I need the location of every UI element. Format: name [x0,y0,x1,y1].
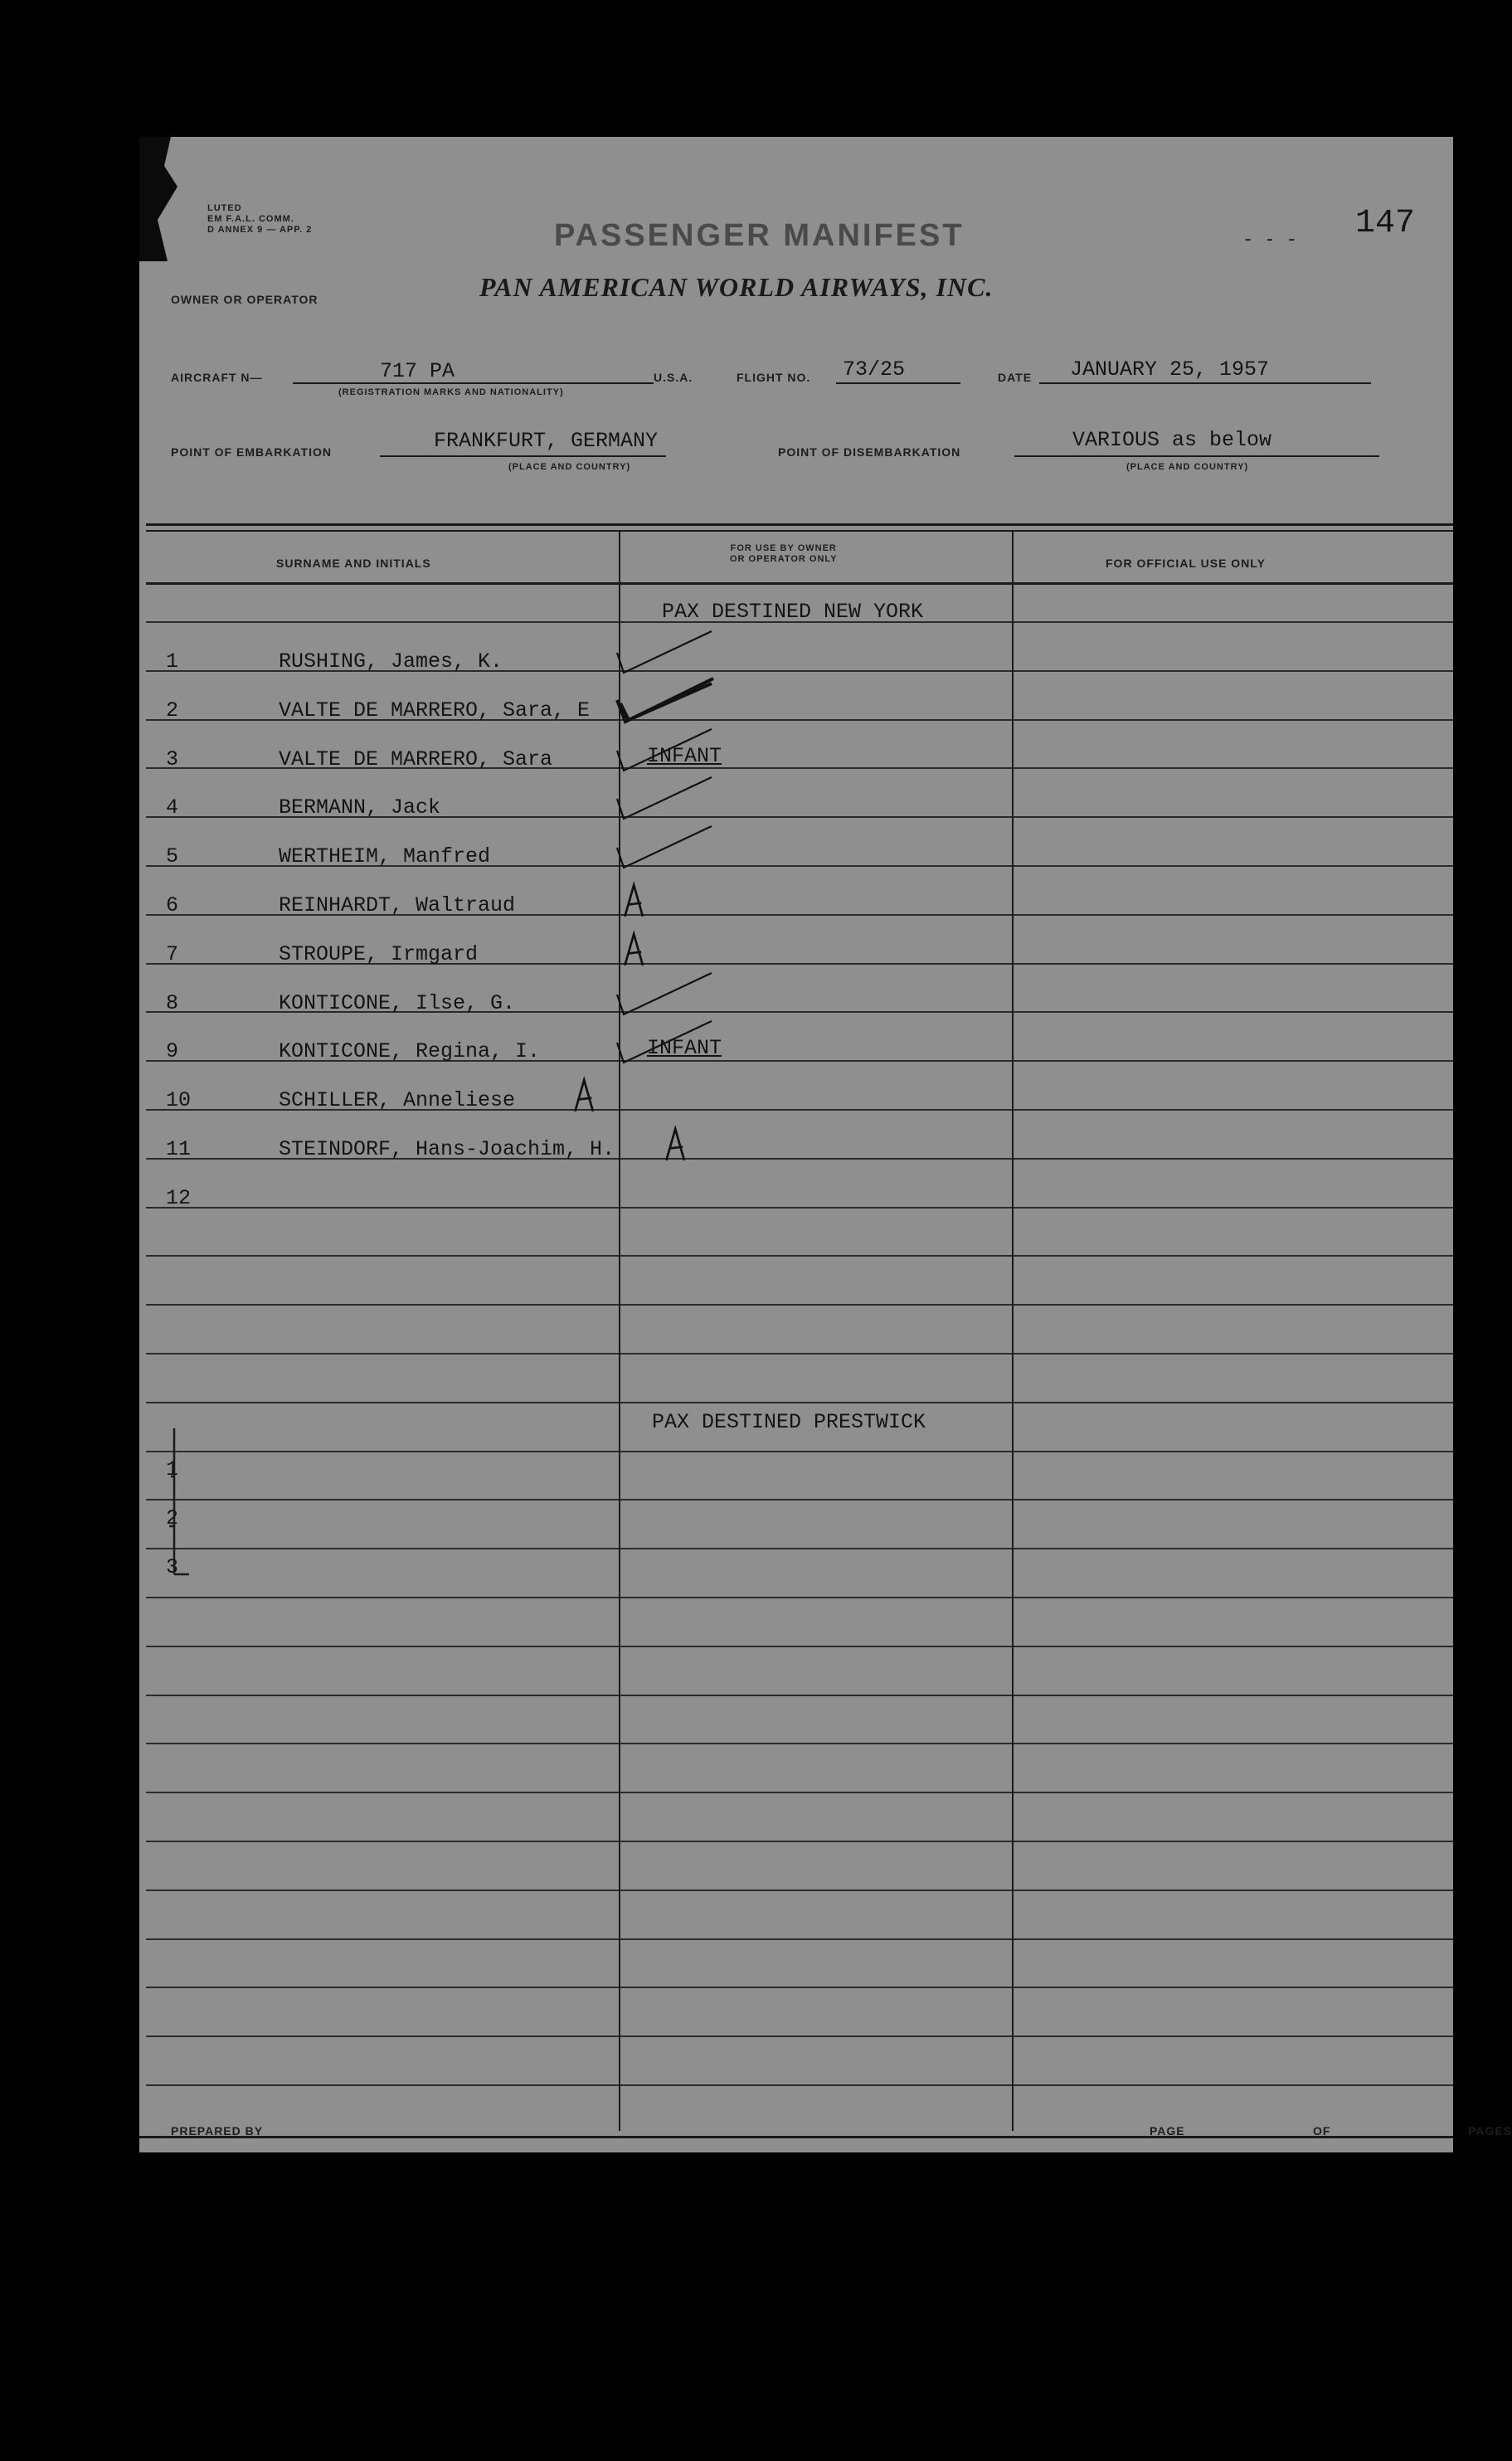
flight-label: FLIGHT NO. [737,371,811,384]
handwritten-a-mark [662,1126,692,1168]
column-header-owner [730,543,837,565]
prepared-by-label: PREPARED BY [171,2124,264,2138]
row-rule [146,1597,1453,1598]
dash-mark: - - - [1242,230,1298,250]
row-rule [146,1792,1453,1793]
aircraft-underline [293,382,654,384]
row-number: 2 [166,1506,179,1530]
handwritten-a-mark [620,931,650,973]
section-header-prestwick: PAX DESTINED PRESTWICK [652,1410,926,1434]
torn-edge [139,137,197,261]
row-number: 3 [166,747,179,771]
aircraft-note: (REGISTRATION MARKS AND NATIONALITY) [338,387,564,397]
row-number: 1 [166,1457,179,1481]
bracket-mark [156,1427,189,1576]
passenger-name: KONTICONE, Regina, I. [279,1039,541,1063]
date-label: DATE [998,371,1033,384]
row-rule [146,1695,1453,1696]
row-rule [146,1841,1453,1842]
aircraft-value: 717 PA [380,359,455,383]
aircraft-label: AIRCRAFT N— [171,371,263,384]
check-mark-icon [614,626,722,680]
page-number-stamp: 147 [1355,205,1416,242]
row-number: 1 [166,649,179,674]
row-rule [146,2084,1453,2086]
table-top-rule-2 [146,530,1453,532]
date-value: JANUARY 25, 1957 [1070,357,1270,382]
disembark-note: (PLACE AND COUNTRY) [1126,462,1249,472]
row-rule [146,1646,1453,1647]
flight-value: 73/25 [843,357,906,382]
row-number: 3 [166,1555,179,1579]
row-number: 8 [166,991,179,1015]
row-number: 11 [166,1137,192,1161]
passenger-name: VALTE DE MARRERO, Sara [279,747,553,771]
operator-name: PAN AMERICAN WORLD AIRWAYS, INC. [479,272,994,302]
row-number: 7 [166,942,179,966]
column-header-surname: SURNAME AND INITIALS [276,557,431,570]
passenger-note: INFANT [647,744,722,768]
row-rule [146,1353,1453,1355]
form-code-line: D ANNEX 9 — APP. 2 [207,225,313,235]
passenger-name: BERMANN, Jack [279,795,441,820]
passenger-name: VALTE DE MARRERO, Sara, E [279,698,591,722]
check-mark-icon [614,968,722,1022]
disembark-label: POINT OF DISEMBARKATION [778,445,961,459]
column-header-official: FOR OFFICIAL USE ONLY [1106,557,1266,570]
row-number: 5 [166,844,179,868]
passenger-note: INFANT [647,1036,722,1060]
row-rule [146,1743,1453,1744]
date-underline [1039,382,1371,384]
passenger-name: SCHILLER, Anneliese [279,1088,516,1112]
embark-underline [380,455,666,457]
section-header-new-york: PAX DESTINED NEW YORK [662,600,924,624]
passenger-name: REINHARDT, Waltraud [279,893,516,917]
row-rule [146,1402,1453,1403]
passenger-name: RUSHING, James, K. [279,649,503,674]
form-title: PASSENGER MANIFEST [554,218,965,253]
disembark-underline [1014,455,1379,457]
owner-label: OWNER OR OPERATOR [171,293,318,306]
check-mark-icon [614,1016,722,1070]
row-rule [146,1987,1453,1988]
column-header-owner-line: OR OPERATOR ONLY [730,554,838,564]
row-rule [146,1890,1453,1891]
of-label: OF [1313,2124,1331,2138]
embark-label: POINT OF EMBARKATION [171,445,332,459]
handwritten-a-mark [620,882,650,924]
passenger-name: KONTICONE, Ilse, G. [279,991,516,1015]
check-mark-icon [614,772,722,826]
prepared-underline [289,2137,1151,2138]
row-rule [146,1255,1453,1257]
row-number: 6 [166,893,179,917]
row-rule [146,1304,1453,1306]
disembark-value: VARIOUS as below [1072,428,1272,452]
row-rule [146,1207,1453,1209]
row-rule [146,1548,1453,1549]
pages-label: PAGES [1468,2124,1512,2138]
flight-underline [836,382,960,384]
row-rule [146,1938,1453,1940]
check-mark-icon [614,821,722,875]
column-header-owner-line: FOR USE BY OWNER [730,543,837,553]
handwritten-a-mark [571,1077,600,1119]
row-number: 9 [166,1039,179,1063]
form-code-line: EM F.A.L. COMM. [207,214,294,224]
form-code [207,203,312,236]
table-top-rule [146,523,1453,526]
row-number: 12 [166,1186,192,1210]
header-bottom-rule [146,582,1453,585]
manifest-sheet [139,137,1512,2152]
row-number: 10 [166,1088,192,1112]
passenger-name: STEINDORF, Hans-Joachim, H. [279,1137,615,1161]
row-rule [146,2035,1453,2037]
embark-note: (PLACE AND COUNTRY) [508,462,631,472]
passenger-name: STROUPE, Irmgard [279,942,479,966]
embark-value: FRANKFURT, GERMANY [434,429,659,453]
row-rule [146,1499,1453,1500]
row-number: 2 [166,698,179,722]
check-mark-icon [614,724,722,778]
usa-label: U.S.A. [654,371,693,384]
form-code-line: LUTED [207,203,242,213]
check-mark-icon [614,675,722,729]
row-number: 4 [166,795,179,820]
page-label: PAGE [1150,2124,1185,2138]
row-rule [146,1451,1453,1452]
passenger-name: WERTHEIM, Manfred [279,844,491,868]
